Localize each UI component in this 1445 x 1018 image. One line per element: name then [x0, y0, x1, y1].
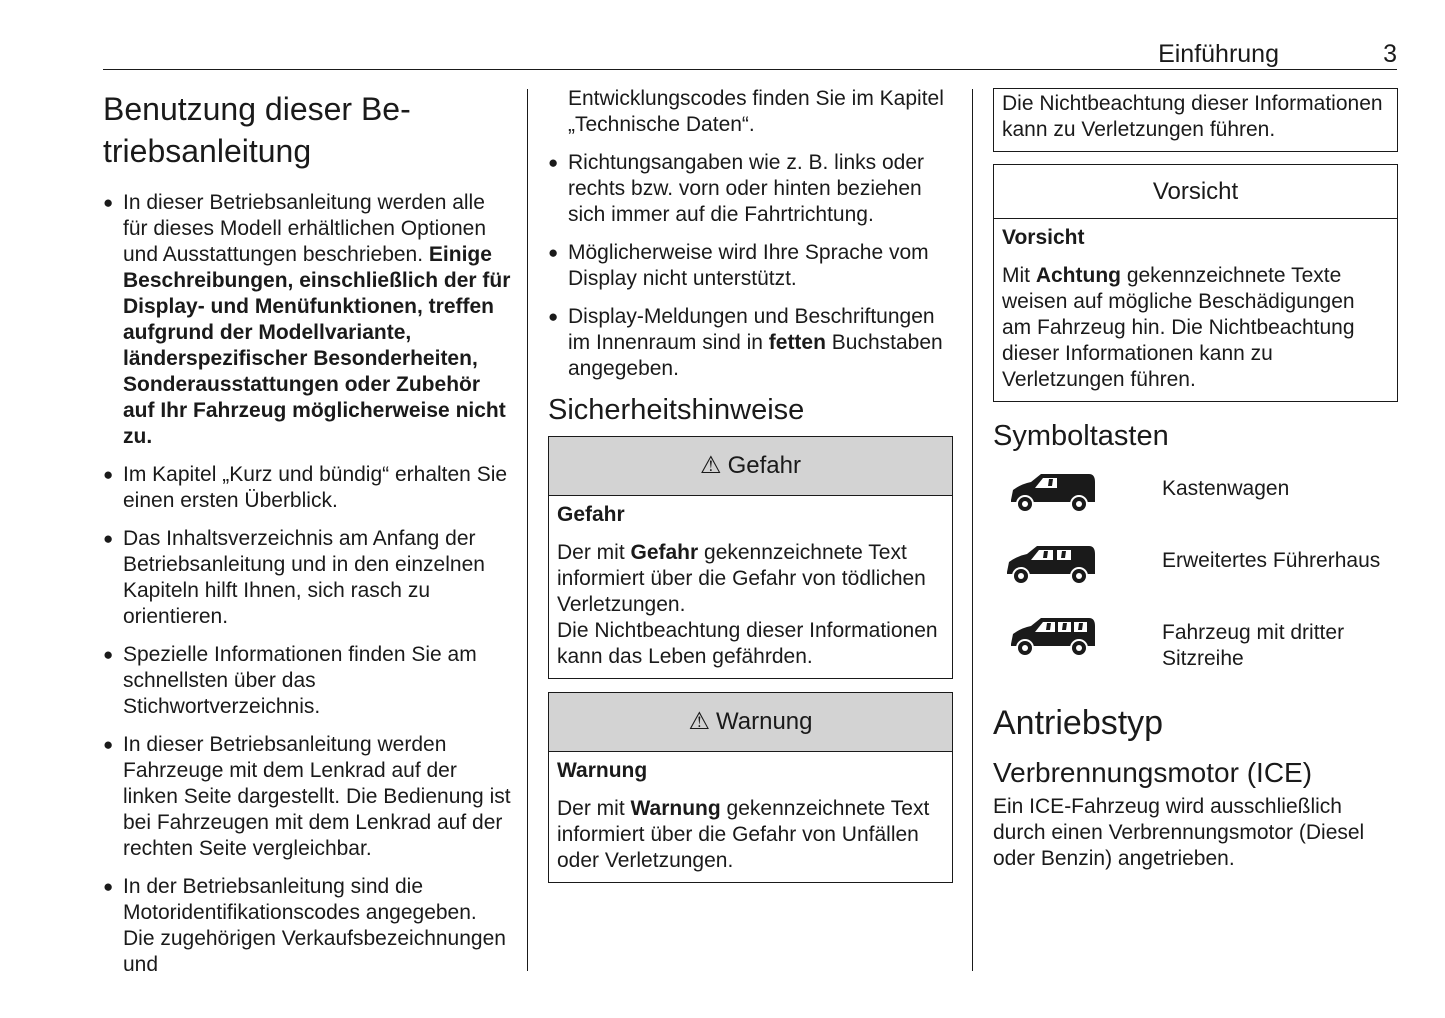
title-line-2: triebsanleitung	[103, 133, 312, 169]
column-2	[548, 86, 953, 883]
warning-box-header: ⚠ Warnung	[549, 693, 952, 752]
list-item: ● Richtungsangaben wie z. B. links oder rechts bzw. vorn oder hinten beziehen sich immer auf die Fahrtrichtung.	[548, 150, 953, 228]
danger-box-body	[549, 496, 952, 678]
warning-box	[548, 692, 953, 883]
caution-box	[993, 164, 1398, 402]
warning-box-body	[549, 752, 952, 882]
list-item-continuation: Entwicklungscodes finden Sie im Kapitel „Technische Daten“.	[568, 87, 944, 136]
caution-box-header: Vorsicht	[994, 165, 1397, 219]
usage-bullet-list-cont	[548, 150, 953, 382]
warning-text: Der mit Warnung gekennzeichnete Text informiert über die Gefahr von Unfällen oder Verletzungen.	[557, 797, 930, 872]
van-extended-cab-icon	[993, 542, 1162, 593]
section-title-safety: Sicherheitshinweise	[548, 394, 805, 426]
subsection-title-ice: Verbrennungsmotor (ICE)	[993, 757, 1313, 788]
danger-text: Der mit Gefahr gekennzeichnete Text informiert über die Gefahr von tödlichen Verletzungen. Die Nichtbeachtung dieser Informationen kann das Leben gefährden.	[557, 541, 938, 668]
list-item: ● In dieser Betriebsanleitung werden alle für dieses Modell erhältlichen Optionen und Ausstattungen beschrieben. Einige Beschreibungen, einschließlich der für Display- und Menüfunktionen, treffen aufgrund der Modellvariante, länderspezifischer Besonderheiten, Sonderausstattungen oder Zubehör auf Ihr Fahrzeug möglicherweise nicht zu.	[103, 190, 513, 450]
list-item: ● Im Kapitel „Kurz und bündig“ erhalten Sie einen ersten Überblick.	[103, 462, 513, 514]
section-title-drive-type: Antriebstyp	[993, 704, 1164, 742]
list-item: ● Möglicherweise wird Ihre Sprache vom Display nicht unterstützt.	[548, 240, 953, 292]
title-line-1: Benutzung dieser Be-	[103, 91, 411, 127]
section-title-symbols: Symboltasten	[993, 420, 1169, 452]
caution-label: Vorsicht	[1002, 226, 1085, 249]
symbol-row	[993, 470, 1398, 542]
caution-box-body	[994, 219, 1397, 401]
usage-bullet-list	[103, 190, 513, 978]
list-item: ● Das Inhaltsverzeichnis am Anfang der Betriebsanleitung und in den einzelnen Kapiteln hilft Ihnen, sich rasch zu orientieren.	[103, 526, 513, 630]
list-item: ● In dieser Betriebsanleitung werden Fahrzeuge mit dem Lenkrad auf der linken Seite dargestellt. Die Bedienung ist bei Fahrzeugen mit dem Lenkrad auf der rechten Seite vergleichbar.	[103, 732, 513, 862]
warning-triangle-icon: ⚠	[688, 708, 710, 735]
caution-text: Mit Achtung gekennzeichnete Texte weisen auf mögliche Beschädigungen am Fahrzeug hin. Die Nichtbeachtung dieser Informationen kann zu Verletzungen führen.	[1002, 264, 1355, 391]
page-header	[103, 38, 1397, 70]
symbol-row	[993, 542, 1398, 614]
page-number: 3	[1383, 40, 1397, 68]
warning-box-cont-body	[994, 89, 1397, 151]
warning-text-cont: Die Nichtbeachtung dieser Informationen kann zu Verletzungen führen.	[1002, 92, 1383, 141]
warning-box-continued	[993, 88, 1398, 152]
chapter-title: Einführung	[1158, 40, 1279, 68]
column-1	[103, 86, 513, 990]
section-title-usage	[103, 88, 513, 172]
van-third-row-icon	[993, 614, 1162, 665]
column-divider	[972, 89, 973, 971]
van-icon	[993, 470, 1162, 521]
warning-label: Warnung	[557, 759, 648, 782]
symbol-row	[993, 614, 1398, 702]
danger-box	[548, 436, 953, 679]
symbol-label: Kastenwagen	[1162, 477, 1290, 500]
ice-description: Ein ICE-Fahrzeug wird ausschließlich durch einen Verbrennungsmotor (Diesel oder Benzin) angetrieben.	[993, 795, 1365, 870]
danger-box-header: ⚠ Gefahr	[549, 437, 952, 496]
column-3	[993, 86, 1398, 872]
column-divider	[527, 89, 528, 971]
danger-label: Gefahr	[557, 503, 625, 526]
symbol-label: Fahrzeug mit dritter Sitzreihe	[1162, 621, 1345, 670]
warning-triangle-icon: ⚠	[700, 452, 722, 479]
symbol-label: Erweitertes Führerhaus	[1162, 549, 1381, 572]
list-item: ● In der Betriebsanleitung sind die Motoridentifikationscodes angegeben. Die zugehörigen Verkaufsbezeichnungen und	[103, 874, 513, 978]
list-item: ● Spezielle Informationen finden Sie am schnellsten über das Stichwortverzeichnis.	[103, 642, 513, 720]
list-item: ● Display-Meldungen und Beschriftungen im Innenraum sind in fetten Buchstaben angegeben.	[548, 304, 953, 382]
